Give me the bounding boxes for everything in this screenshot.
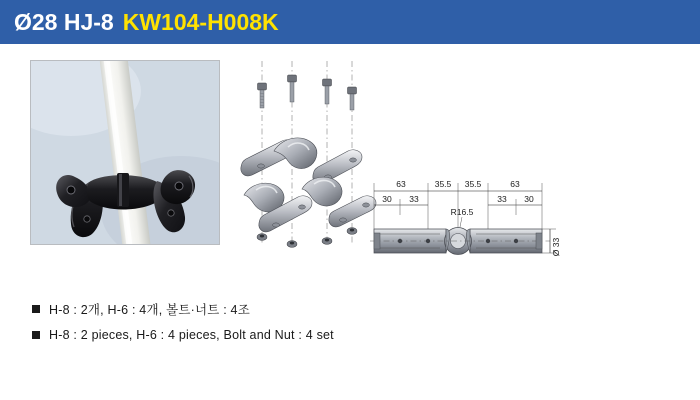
dimension-drawing xyxy=(370,175,570,285)
nut-bottom-far-right xyxy=(347,228,357,235)
dim-inner-label-3: 30 xyxy=(524,194,534,204)
nut-bottom-right xyxy=(322,238,332,245)
product-photo xyxy=(30,60,220,245)
dim-height-label: Ø 33 xyxy=(551,237,561,257)
bolt-top-right xyxy=(323,79,332,104)
dim-label-3: 63 xyxy=(510,179,520,189)
spec-text-ko: H-8 : 2개, H-6 : 4개, 볼트·너트 : 4조 xyxy=(49,303,250,317)
dim-height xyxy=(542,229,561,256)
photo-graphic xyxy=(31,61,219,244)
list-item xyxy=(32,296,632,322)
list-item xyxy=(32,322,632,348)
page-header xyxy=(0,0,700,44)
nut-bottom-mid xyxy=(287,241,297,248)
page-title: Ø28 HJ-8 xyxy=(14,8,114,35)
dim-inner-label-0: 30 xyxy=(382,194,392,204)
spec-list xyxy=(32,296,632,348)
dim-radius-label: R16.5 xyxy=(450,207,474,217)
bolt-top-mid xyxy=(288,75,297,102)
dim-inner-label-2: 33 xyxy=(497,194,507,204)
dim-label-2: 35.5 xyxy=(464,179,482,189)
dim-label-1: 35.5 xyxy=(434,179,452,189)
dim-label-0: 63 xyxy=(396,179,406,189)
exploded-graphic xyxy=(230,55,390,250)
square-bullet-icon xyxy=(32,331,40,339)
bolt-top-far-right xyxy=(348,87,357,110)
spec-text-en: H-8 : 2 pieces, H-6 : 4 pieces, Bolt and Nut : 4 set xyxy=(49,328,334,342)
header-title-group xyxy=(0,9,279,36)
exploded-assembly-drawing xyxy=(230,55,390,250)
bolt-top-left xyxy=(258,83,267,108)
dimension-graphic xyxy=(370,175,570,285)
product-code: KW104-H008K xyxy=(122,8,279,35)
nut-bottom-left xyxy=(257,234,267,241)
joint-cross-section xyxy=(370,228,550,255)
dim-inner-label-1: 33 xyxy=(409,194,419,204)
square-bullet-icon xyxy=(32,305,40,313)
dim-row-outer xyxy=(374,179,542,233)
